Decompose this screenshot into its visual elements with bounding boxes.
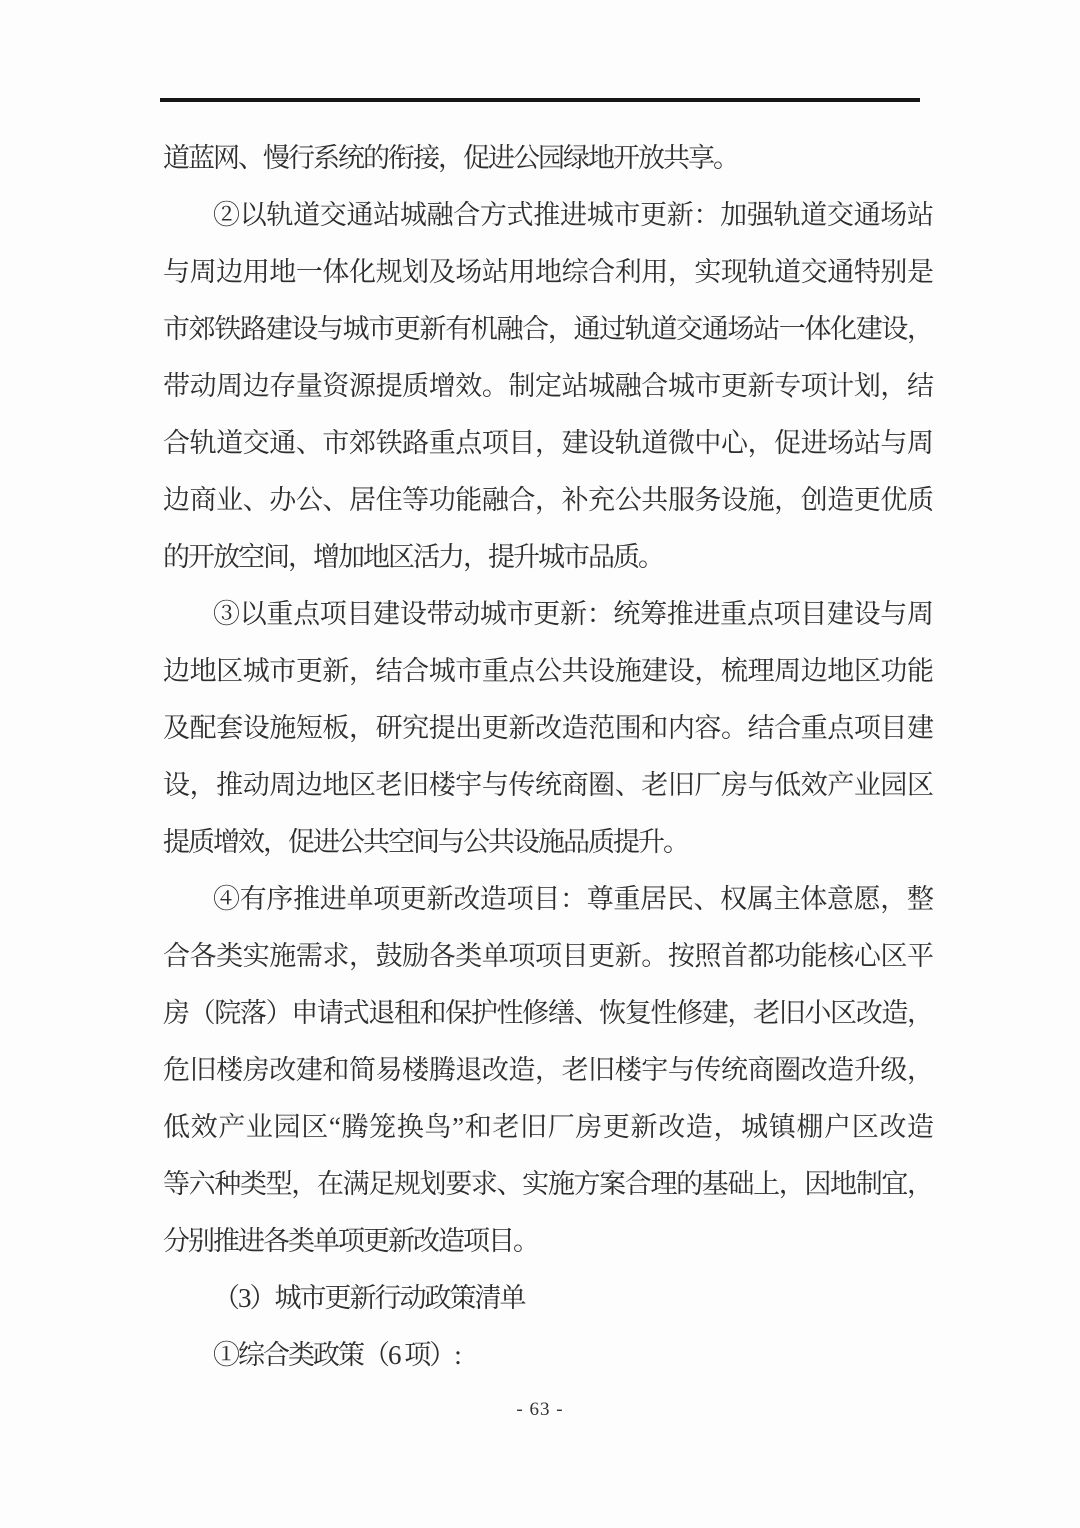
text-line: 合轨道交通、市郊铁路重点项目，建设轨道微中心，促进场站与周: [163, 428, 932, 458]
page-number: - 63 -: [516, 1399, 564, 1420]
text-line: ②以轨道交通站城融合方式推进城市更新：加强轨道交通场站: [213, 200, 932, 230]
text-line: 边地区城市更新，结合城市重点公共设施建设，梳理周边地区功能: [163, 656, 932, 686]
text-line: 危旧楼房改建和简易楼腾退改造，老旧楼宇与传统商圈改造升级，: [163, 1055, 932, 1085]
text-line: 设，推动周边地区老旧楼宇与传统商圈、老旧厂房与低效产业园区: [163, 770, 932, 800]
text-line: 与周边用地一体化规划及场站用地综合利用，实现轨道交通特别是: [163, 257, 932, 287]
text-line: 边商业、办公、居住等功能融合，补充公共服务设施，创造更优质: [163, 485, 932, 515]
text-line: 分别推进各类单项更新改造项目。: [163, 1226, 538, 1256]
header-rule: [160, 98, 920, 102]
text-line: ①综合类政策（6 项）:: [213, 1340, 460, 1370]
text-line: 合各类实施需求，鼓励各类单项项目更新。按照首都功能核心区平: [163, 941, 932, 971]
text-line: ④有序推进单项更新改造项目：尊重居民、权属主体意愿，整: [213, 884, 932, 914]
text-line: 低效产业园区“腾笼换鸟”和老旧厂房更新改造，城镇棚户区改造: [163, 1112, 932, 1142]
text-line: 及配套设施短板，研究提出更新改造范围和内容。结合重点项目建: [163, 713, 932, 743]
text-line: 等六种类型，在满足规划要求、实施方案合理的基础上，因地制宜，: [163, 1169, 932, 1199]
text-line: 的开放空间，增加地区活力，提升城市品质。: [163, 542, 663, 572]
text-line: ③以重点项目建设带动城市更新：统筹推进重点项目建设与周: [213, 599, 932, 629]
text-line: 提质增效，促进公共空间与公共设施品质提升。: [163, 827, 688, 857]
text-block: [163, 130, 932, 1384]
text-line: 房（院落）申请式退租和保护性修缮、恢复性修建，老旧小区改造，: [163, 998, 932, 1028]
text-line: 道蓝网、慢行系统的衔接，促进公园绿地开放共享。: [163, 143, 738, 173]
text-line: 市郊铁路建设与城市更新有机融合，通过轨道交通场站一体化建设，: [163, 314, 932, 344]
text-line: 带动周边存量资源提质增效。制定站城融合城市更新专项计划，结: [163, 371, 932, 401]
text-line: （3）城市更新行动政策清单: [213, 1283, 525, 1313]
